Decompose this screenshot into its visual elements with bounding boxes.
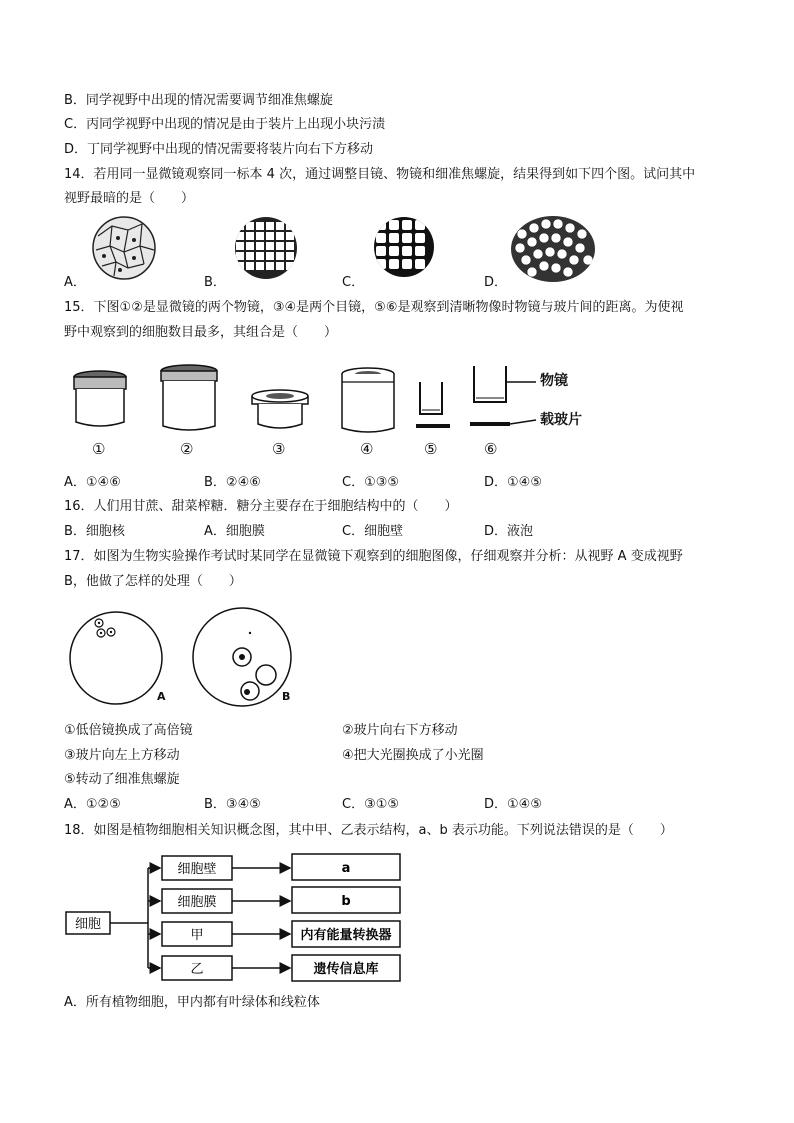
q16-stem: 16．人们用甘蔗、甜菜榨糖．糖分主要存在于细胞结构中的（ ） xyxy=(64,499,458,514)
q17-stem: 17．如图为生物实验操作考试时某同学在显微镜下观察到的细胞图像，仔细观察并分析：从视野 A 变成视野 xyxy=(64,549,683,564)
q15-label-1: ① xyxy=(92,440,106,458)
q15-option-a: A．①④⑥ xyxy=(64,475,121,490)
q18-concept-map xyxy=(64,846,414,986)
q15-eyepiece-3 xyxy=(248,388,312,434)
q13-option-c: C．丙同学视野中出现的情况是由于装片上出现小块污渍 xyxy=(64,117,386,132)
q17-item-3: ③玻片向左上方移动 xyxy=(64,748,180,763)
q15-label-4: ④ xyxy=(360,440,374,458)
q13-option-b: B．同学视野中出现的情况需要调节细准焦螺旋 xyxy=(64,93,333,108)
q15-objective-1 xyxy=(68,368,132,436)
q18-stem: 18．如图是植物细胞相关知识概念图，其中甲、乙表示结构，a、b 表示功能。下列说法错误的是（ ） xyxy=(64,823,673,838)
q15-stem: 15．下图①②是显微镜的两个物镜，③④是两个目镜，⑤⑥是观察到清晰物像时物镜与玻片间的距离。为使视 xyxy=(64,300,684,315)
q14-view-c xyxy=(372,216,436,278)
q17-item-4: ④把大光圈换成了小光圈 xyxy=(342,748,484,763)
q15-label-6: ⑥ xyxy=(484,440,498,458)
q15-option-d: D．①④⑤ xyxy=(484,475,542,490)
q14-option-a: A． xyxy=(64,275,86,290)
q15-slide-label: 载玻片 xyxy=(540,412,582,428)
q14-option-b: B． xyxy=(204,275,226,290)
q14-stem-cont: 视野最暗的是（ ） xyxy=(64,191,195,206)
q17-label-a: A xyxy=(157,690,166,703)
q14-view-d xyxy=(508,214,598,284)
q18-function-2: b xyxy=(341,894,351,909)
q18-function-1: a xyxy=(341,861,351,876)
q18-structure-1: 细胞壁 xyxy=(177,862,217,877)
q14-option-d: D． xyxy=(484,275,508,290)
q16-option-2: A．细胞膜 xyxy=(204,524,265,539)
q18-structure-4: 乙 xyxy=(190,962,204,977)
q17-item-5: ⑤转动了细准焦螺旋 xyxy=(64,772,180,787)
q15-label-5: ⑤ xyxy=(424,440,438,458)
q18-function-4: 遗传信息库 xyxy=(313,962,379,977)
q18-root-label: 细胞 xyxy=(74,917,102,932)
q14-stem: 14．若用同一显微镜观察同一标本 4 次，通过调整目镜、物镜和细准焦螺旋，结果得到如下四个图。试问其中 xyxy=(64,167,696,182)
q15-stem-cont: 野中观察到的细胞数目最多，其组合是（ ） xyxy=(64,325,338,340)
q17-view-b xyxy=(190,608,294,706)
q17-option-d: D．①④⑤ xyxy=(484,797,542,812)
q14-option-c: C． xyxy=(342,275,365,290)
q15-label-2: ② xyxy=(180,440,194,458)
q16-option-4: D．液泡 xyxy=(484,524,534,539)
q15-eyepiece-4 xyxy=(336,366,400,438)
q17-option-c: C．③①⑤ xyxy=(342,797,400,812)
q17-option-a: A．①②⑤ xyxy=(64,797,121,812)
q14-view-a xyxy=(88,216,160,280)
q17-view-a xyxy=(66,612,166,706)
q15-option-c: C．①③⑤ xyxy=(342,475,400,490)
q15-label-3: ③ xyxy=(272,440,286,458)
q17-item-1: ①低倍镜换成了高倍镜 xyxy=(64,723,193,738)
q13-option-d: D．丁同学视野中出现的情况需要将装片向右下方移动 xyxy=(64,142,374,157)
q17-label-b: B xyxy=(282,690,291,703)
q16-option-3: C．细胞壁 xyxy=(342,524,404,539)
q15-option-b: B．②④⑥ xyxy=(204,475,261,490)
q18-structure-3: 甲 xyxy=(190,928,204,943)
q17-item-2: ②玻片向右下方移动 xyxy=(342,723,458,738)
q17-option-b: B．③④⑤ xyxy=(204,797,261,812)
q15-objective-2 xyxy=(156,362,222,438)
q18-function-3: 内有能量转换器 xyxy=(300,928,392,943)
q18-option-a: A．所有植物细胞，甲内都有叶绿体和线粒体 xyxy=(64,995,320,1010)
q14-view-b xyxy=(230,216,302,280)
q15-objective-label: 物镜 xyxy=(540,373,568,389)
q16-option-1: B．细胞核 xyxy=(64,524,125,539)
q18-structure-2: 细胞膜 xyxy=(177,895,217,910)
q17-stem-cont: B，他做了怎样的处理（ ） xyxy=(64,574,242,589)
